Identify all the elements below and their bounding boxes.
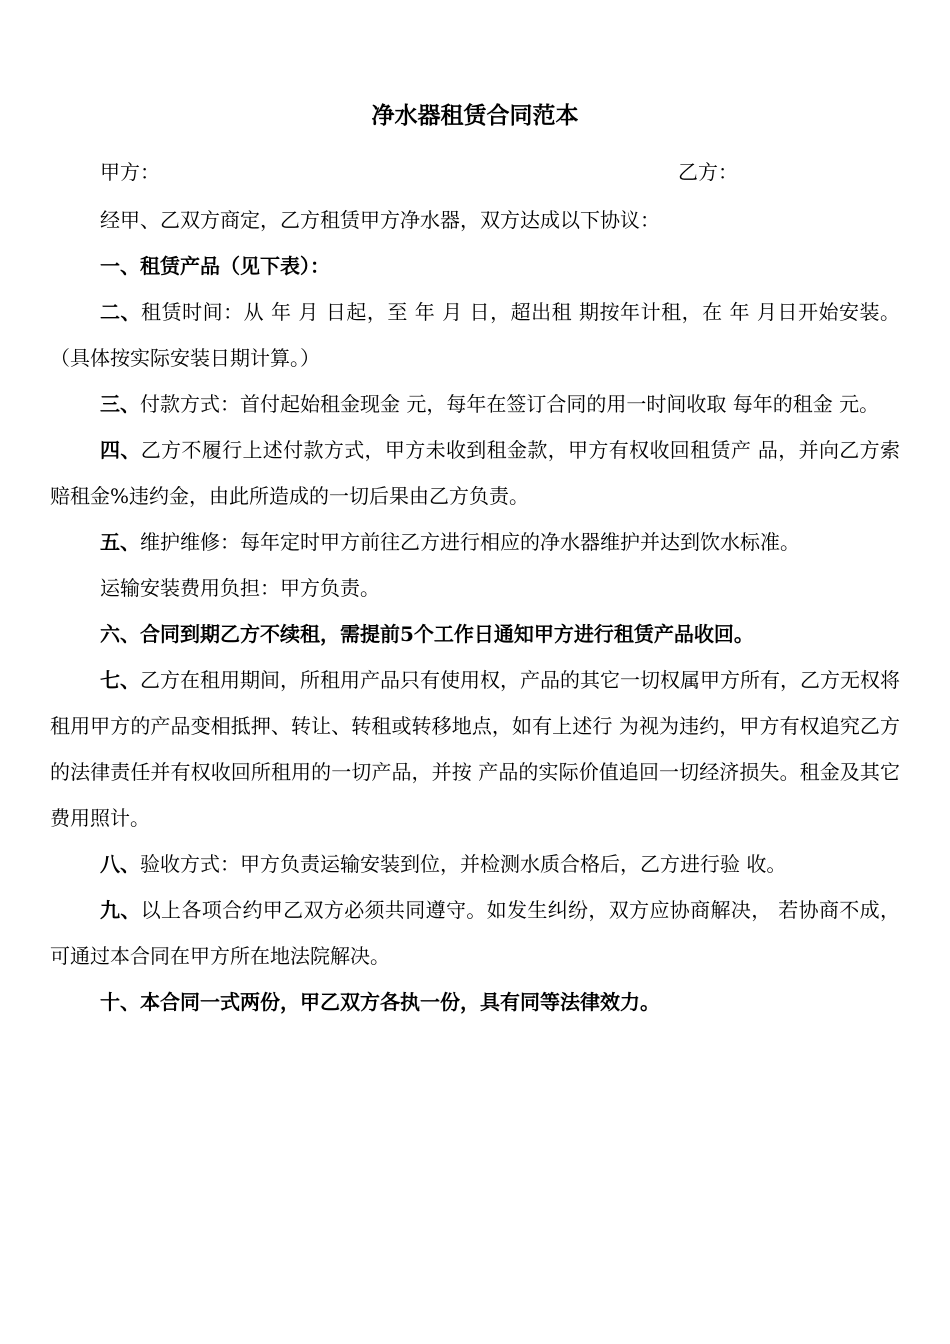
clause-4 (50, 427, 900, 519)
clause-1-text: 租赁产品（见下表）： (140, 254, 330, 278)
clause-9-lead: 九、 (100, 898, 141, 922)
clause-10-lead: 十、 (100, 990, 140, 1014)
clause-6-lead: 六、 (100, 622, 140, 646)
clause-7 (50, 657, 900, 841)
clause-9-text: 以上各项合约甲乙双方必须共同遵守。如发生纠纷，双方应协商解决， 若协商不成，可通过本合同在甲方所在地法院解决。 (50, 898, 901, 968)
clause-8-lead: 八、 (100, 852, 140, 876)
clause-4-lead: 四、 (100, 438, 141, 462)
clause-7-text: 乙方在租用期间，所租用产品只有使用权，产品的其它一切权属甲方所有，乙方无权将租用甲方的产品变相抵押、转让、转租或转移地点，如有上述行 为视为违约，甲方有权追究乙方的法律责任并有权收回所租用的一切产品，并按 产品的实际价值追回一切经济损失。租金及其它费用照计。 (50, 668, 900, 830)
parties-line (50, 152, 900, 192)
clause-2-lead: 二、 (100, 300, 142, 324)
clause-2 (50, 289, 900, 381)
clause-9 (50, 887, 900, 979)
clause-8-text: 验收方式：甲方负责运输安装到位，并检测水质合格后，乙方进行验 收。 (140, 852, 787, 876)
party-b-label: 乙方： (678, 160, 738, 184)
clause-7-lead: 七、 (100, 668, 140, 692)
clause-5-lead: 五、 (100, 530, 140, 554)
intro-paragraph: 经甲、乙双方商定，乙方租赁甲方净水器，双方达成以下协议： (100, 208, 660, 232)
transport-fee-text: 运输安装费用负担：甲方负责。 (100, 576, 380, 600)
contract-body (50, 197, 900, 1025)
clause-3-text: 付款方式：首付起始租金现金 元，每年在签订合同的用一时间收取 每年的租金 元。 (140, 392, 880, 416)
clause-3 (50, 381, 900, 427)
clause-5 (50, 519, 900, 565)
clause-2-text: 租赁时间：从 年 月 日起，至 年 月 日，超出租 期按年计租，在 年 月日开始安装。（具体按实际安装日期计算。） (50, 300, 901, 370)
clause-10 (50, 979, 900, 1025)
clause-5-text: 维护维修：每年定时甲方前往乙方进行相应的净水器维护并达到饮水标准。 (140, 530, 800, 554)
clause-1 (50, 243, 900, 289)
transport-fee-paragraph (50, 565, 900, 611)
clause-8 (50, 841, 900, 887)
clause-6 (50, 611, 900, 657)
document-title: 净水器租赁合同范本 (371, 102, 579, 129)
clause-4-text: 乙方不履行上述付款方式，甲方未收到租金款，甲方有权收回租赁产 品，并向乙方索赔租金%违约金，由此所造成的一切后果由乙方负责。 (50, 438, 901, 508)
party-a-label: 甲方： (100, 160, 160, 184)
clause-3-lead: 三、 (100, 392, 140, 416)
clause-6-text: 合同到期乙方不续租，需提前5个工作日通知甲方进行租赁产品收回。 (140, 622, 754, 646)
clause-10-text: 本合同一式两份，甲乙双方各执一份，具有同等法律效力。 (140, 990, 660, 1014)
clause-1-lead: 一、 (100, 254, 140, 278)
